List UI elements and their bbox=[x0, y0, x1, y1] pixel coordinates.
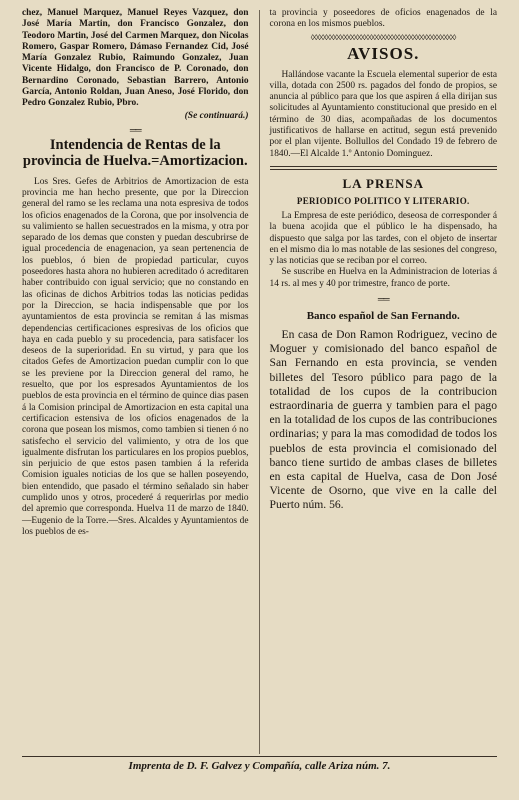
banco-body: En casa de Don Ramon Rodriguez, vecino de Moguer y comisionado del banco español de San Fernando en esta provincia, se venden billetes del Tesoro público para pago de la totalidad de los cupos de la contribucion estraordinaria de guerra y tambien para el pago en la totalidad de los cupos de las contribuciones ordinarias; y para la mas comodidad de todos los pueblos de esta provincia el comisionado del banco tiene surtido de ambas clases de billetes en esta capital de Huelva, casa de Don José Vicente de Osorno, que vive en la calle del Puerto núm. 56. bbox=[269, 328, 497, 512]
ornament-band: ◊◊◊◊◊◊◊◊◊◊◊◊◊◊◊◊◊◊◊◊◊◊◊◊◊◊◊◊◊◊◊◊◊◊◊◊◊◊◊◊◊◊ bbox=[310, 32, 456, 42]
prensa-paragraph-1: La Empresa de este periódico, deseosa de corresponder á la buena acojida que el público le ha dispensado, ha dispuesto que salga por las tardes, con el objeto de insertar en el mismo dia lo mas notable de las sesiones del congreso, y las noticias que se reciban por el correo. bbox=[269, 210, 497, 267]
prensa-paragraph-2: Se suscribe en Huelva en la Administracion de loterias á 14 rs. al mes y 40 por trimestre, franco de porte. bbox=[269, 267, 497, 289]
left-column bbox=[22, 8, 249, 754]
avisos-heading: AVISOS. bbox=[347, 43, 420, 63]
intendencia-body: Los Sres. Gefes de Arbitrios de Amortizacion de esta provincia me han hecho presente, que por la Direccion general del ramo se les reclama una nota espresiva de todos los oficios enagenados de la Corona, que por insolvencia de su valimiento se hallen secuestrados en la misma, y otra por separado de los demas que consten y puedan descubrirse de igual procedencia de enagenacion, ya sean pertenencia de los pueblos, ó bien de propiedad particular, cuyos poseedores hasta ahora no hubieren acreditado ó acreditaren haber contribuido con igual servicio; que no constando en las oficinas de dichos Arbitrios todas las noticias pedidas por la Direccion, se hacia indispensable que por los ayuntamientos de esta provincia se remitan á las mismas dependencias certificaciones espresivas de los oficios que haya en cada pueblo y su procedencia, para satisfacer los deseos de la superioridad. En su virtud, y para que los citados Gefes de Amortizacion puedan cumplir con lo que se les previene por la Direccion general del ramo, he resuelto, que por los espresados Ayuntamientos de los pueblos de esta provincia en el término de quince dias pasen á la Comision principal de Amortizacion en esta capital una certificacion estensiva de los oficios enagenados de la corona que posean los mismos, como tambien si tienen ó no satisfecho el servicio del valimiento, y otra de los que igualmente disfrutan los particulares en los propios pueblos, sin perjuicio de que estos pasen tambien á la referida Comision iguales noticias de los que se hallen poseyendo, bien entendido, que pasado el término señalado sin haber cumplido unos y otros, procederé á requerirlas por medio del apremio que corresponda. Huelva 11 de marzo de 1840.—Eugenio de la Torre.—Sres. Alcaldes y Ayuntamientos de los pueblos de es- bbox=[22, 176, 249, 537]
column-divider bbox=[259, 10, 260, 754]
section-ornament: ══ bbox=[129, 124, 141, 135]
banco-heading: Banco español de San Fernando. bbox=[306, 310, 460, 323]
section-ornament-2: ══ bbox=[377, 294, 389, 305]
prensa-heading: LA PRENSA bbox=[342, 175, 425, 191]
continuation-text: ta provincia y poseedores de oficios enagenados de la corona en los mismos pueblos. bbox=[269, 8, 497, 30]
right-column bbox=[270, 8, 498, 754]
intendencia-heading: Intendencia de Rentas de la provincia de Huelva.=Amortizacion. bbox=[22, 136, 248, 169]
continued-note: (Se continuará.) bbox=[184, 110, 249, 121]
prensa-subheading: PERIODICO POLITICO Y LITERARIO. bbox=[296, 195, 470, 206]
footer-rule bbox=[22, 756, 497, 757]
avisos-body: Hallándose vacante la Escuela elemental superior de esta villa, dotada con 2500 rs. pagados del fondo de propios, se anuncia al público para que los que aspiren á ella dirijan sus solicitudes al Ayuntamiento constitucional que presido en el término de 30 dias, acompañadas de los documentos justificativos de hallarse en actitud, segun está prevenido por el plan vijente. Bollullos del Condado 19 de febrero de 1840.—El Alcalde 1.º Antonio Dominguez. bbox=[269, 69, 497, 159]
imprint-footer: Imprenta de D. F. Galvez y Compañía, calle Ariza núm. 7. bbox=[128, 760, 391, 772]
columns bbox=[22, 8, 497, 754]
names-list: chez, Manuel Marquez, Manuel Reyes Vazquez, don José María Martin, don Francisco Gonzalez, don Teodoro Martin, José del Carmen Marquez, don Nicolas Romero, Gaspar Romero, Dámaso Fernandez Cid, José María Gonzalez Rubio, Raimundo Gonzalez, Juan Vicente Hidalgo, don Francisco de P. Coronado, don Bernardino Coronado, Sebastian Barrero, Antonio García, Antonio Roldan, Juan Aneso, José Florido, don Pedro Gonzalez Rubio, Pbro. bbox=[22, 8, 249, 109]
double-rule bbox=[270, 166, 498, 170]
